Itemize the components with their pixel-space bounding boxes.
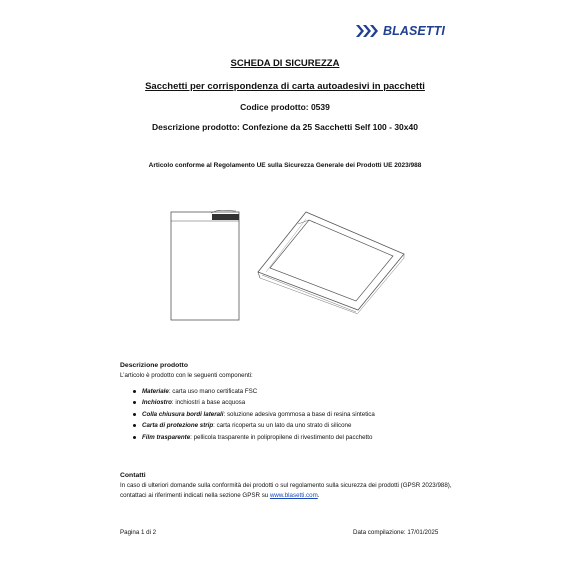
envelope-icon [170, 210, 242, 322]
product-description: Descrizione prodotto: Confezione da 25 Sacchetti Self 100 - 30x40 [152, 122, 418, 132]
component-name: Colla chiusura bordi laterali [142, 410, 224, 418]
component-text: : soluzione adesiva gommosa a base di resina sintetica [223, 410, 375, 418]
contacts-text-end: . [317, 491, 320, 499]
product-section [120, 361, 460, 445]
list-item [120, 433, 460, 442]
website-link[interactable]: www.blasetti.com [269, 491, 318, 499]
component-name: Inchiostro [142, 399, 172, 407]
brand-name: BLASETTI [383, 24, 445, 38]
list-item [120, 410, 460, 419]
list-item [120, 387, 460, 396]
compliance-statement: Articolo conforme al Regolamento UE sulla Sicurezza Generale dei Prodotti UE 2023/988 [148, 162, 422, 169]
list-item [120, 398, 460, 407]
brand-logo [356, 24, 445, 38]
product-section-intro: L’articolo è prodotto con le seguenti componenti: [120, 372, 253, 380]
component-text: : inchiostri a base acquosa [171, 399, 246, 407]
component-text: : carta ricoperta su un lato da uno strato di silicone [213, 422, 352, 430]
list-item [120, 421, 460, 430]
component-name: Film trasparente [142, 433, 191, 441]
page-number: Pagina 1 di 2 [120, 529, 157, 536]
component-text: : pellicola trasparente in polipropilene di rivestimento del pacchetto [190, 433, 373, 441]
contacts-text-body: In caso di ulteriori domande sulla conformità dei prodotti o sul regolamento sulla sicurezza dei prodotti (GPSR 2023/988), contattaci ai riferimenti indicati nella sezione GPSR su [120, 482, 452, 499]
contacts-text [120, 481, 460, 500]
product-section-heading: Descrizione prodotto [120, 362, 188, 369]
document-title: SCHEDA DI SICUREZZA [230, 58, 340, 69]
contacts-section [120, 471, 460, 500]
brand-mark-icon [356, 24, 380, 38]
envelope-pack-icon [248, 202, 408, 314]
product-code: Codice prodotto: 0539 [240, 102, 330, 112]
component-name: Materiale [142, 387, 169, 395]
compilation-date: Data compilazione: 17/01/2025 [353, 529, 439, 536]
document-subtitle: Sacchetti per corrispondenza di carta autoadesivi in pacchetti [145, 81, 425, 92]
components-list [120, 387, 460, 443]
component-name: Carta di protezione strip [142, 422, 214, 430]
component-text: : carta uso mano certificata FSC [168, 387, 258, 395]
contacts-heading: Contatti [120, 472, 146, 479]
